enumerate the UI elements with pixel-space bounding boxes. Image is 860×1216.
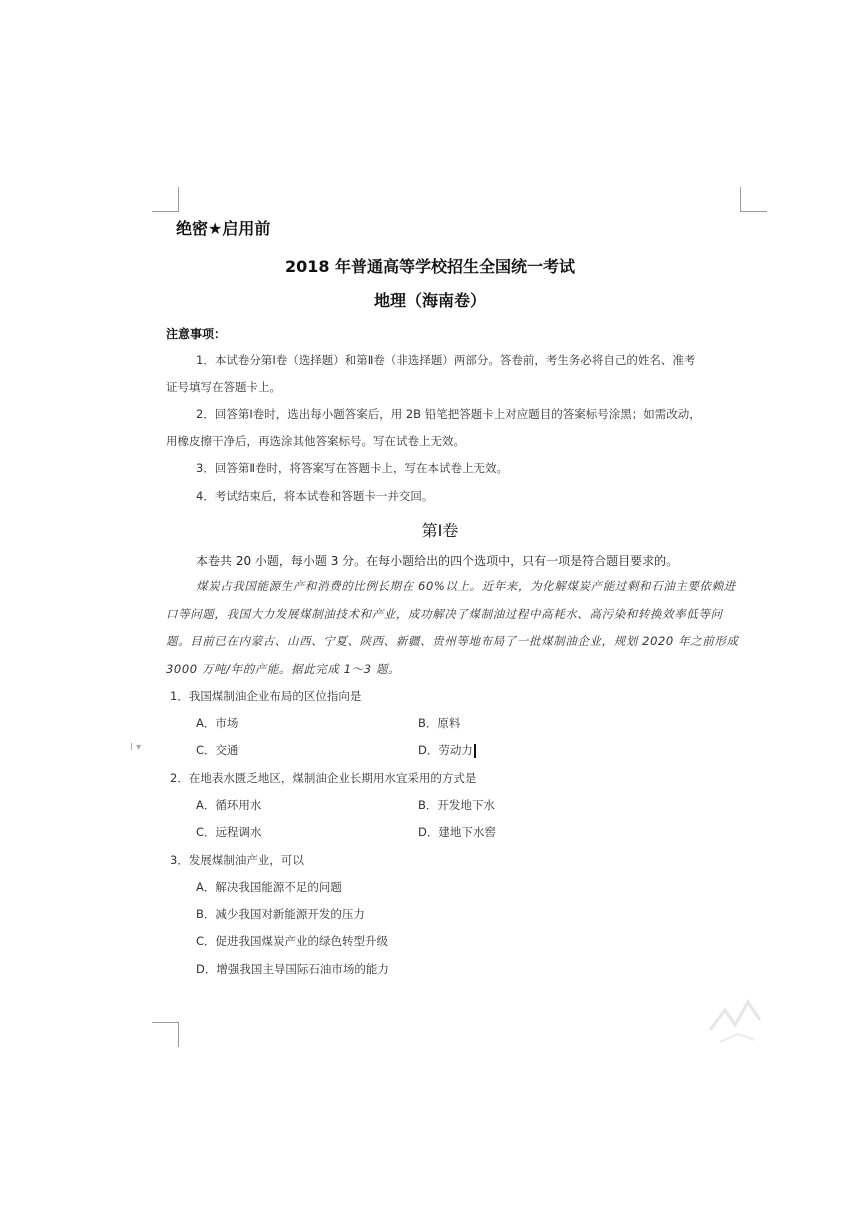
option-a: A．循环用水: [196, 798, 262, 812]
secret-mark: 绝密★启用前: [176, 219, 271, 238]
notice-line: 4．考试结束后，将本试卷和答题卡一并交回。: [196, 489, 434, 503]
crop-mark-top-left: [152, 187, 179, 212]
option-a: A．市场: [196, 716, 239, 730]
part-title: 第Ⅰ卷: [421, 521, 459, 540]
part-intro: 本卷共 20 小题，每小题 3 分。在每小题给出的四个选项中，只有一项是符合题目要求的。: [196, 554, 679, 568]
notice-line: 证号填写在答题卡上。: [166, 380, 281, 394]
text-cursor: [474, 744, 476, 758]
option-b: B．开发地下水: [418, 798, 495, 812]
question-stem: 3．发展煤制油产业，可以: [170, 853, 304, 867]
notice-line: 2．回答第Ⅰ卷时，选出每小题答案后，用 2B 铅笔把答题卡上对应题目的答案标号涂黑；如需改动，: [196, 407, 701, 421]
option-c: C．远程调水: [196, 825, 262, 839]
option-a: A．解决我国能源不足的问题: [196, 880, 342, 894]
crop-mark-top-right: [740, 187, 767, 212]
margin-marker: I ▾: [130, 742, 142, 753]
option-d: D．增强我国主导国际石油市场的能力: [196, 962, 389, 976]
material-line: 题。目前已在内蒙古、山西、宁夏、陕西、新疆、贵州等地布局了一批煤制油企业，规划 2020 年之前形成: [166, 634, 739, 648]
notice-heading: 注意事项：: [166, 327, 227, 341]
notice-line: 1．本试卷分第Ⅰ卷（选择题）和第Ⅱ卷（非选择题）两部分。答卷前，考生务必将自己的姓名、准考: [196, 353, 696, 367]
option-b: B．原料: [418, 716, 461, 730]
material-line: 口等问题，我国大力发展煤制油技术和产业，成功解决了煤制油过程中高耗水、高污染和转换效率低等问: [166, 607, 723, 621]
crop-mark-bottom-left: [152, 1022, 179, 1047]
notice-line: 用橡皮擦干净后，再选涂其他答案标号。写在试卷上无效。: [166, 434, 465, 448]
option-c: C．交通: [196, 743, 239, 757]
option-b: B．减少我国对新能源开发的压力: [196, 907, 365, 921]
exam-subtitle: 地理（海南卷）: [373, 291, 486, 310]
exam-title: 2018 年普通高等学校招生全国统一考试: [284, 257, 576, 276]
option-d-wrap: [418, 742, 476, 758]
question-stem: 1．我国煤制油企业布局的区位指向是: [170, 689, 362, 703]
option-d: D．劳动力: [418, 743, 473, 757]
scan-smudge: [700, 990, 770, 1050]
option-c: C．促进我国煤炭产业的绿色转型升级: [196, 934, 389, 948]
notice-line: 3．回答第Ⅱ卷时，将答案写在答题卡上，写在本试卷上无效。: [196, 461, 508, 475]
material-line: 煤炭占我国能源生产和消费的比例长期在 60%以上。近年来，为化解煤炭产能过剩和石油主要依赖进: [196, 579, 736, 593]
material-line: 3000 万吨/年的产能。据此完成 1～3 题。: [166, 662, 401, 676]
option-d: D．建地下水窖: [418, 825, 496, 839]
question-stem: 2．在地表水匮乏地区，煤制油企业长期用水宜采用的方式是: [170, 771, 477, 785]
